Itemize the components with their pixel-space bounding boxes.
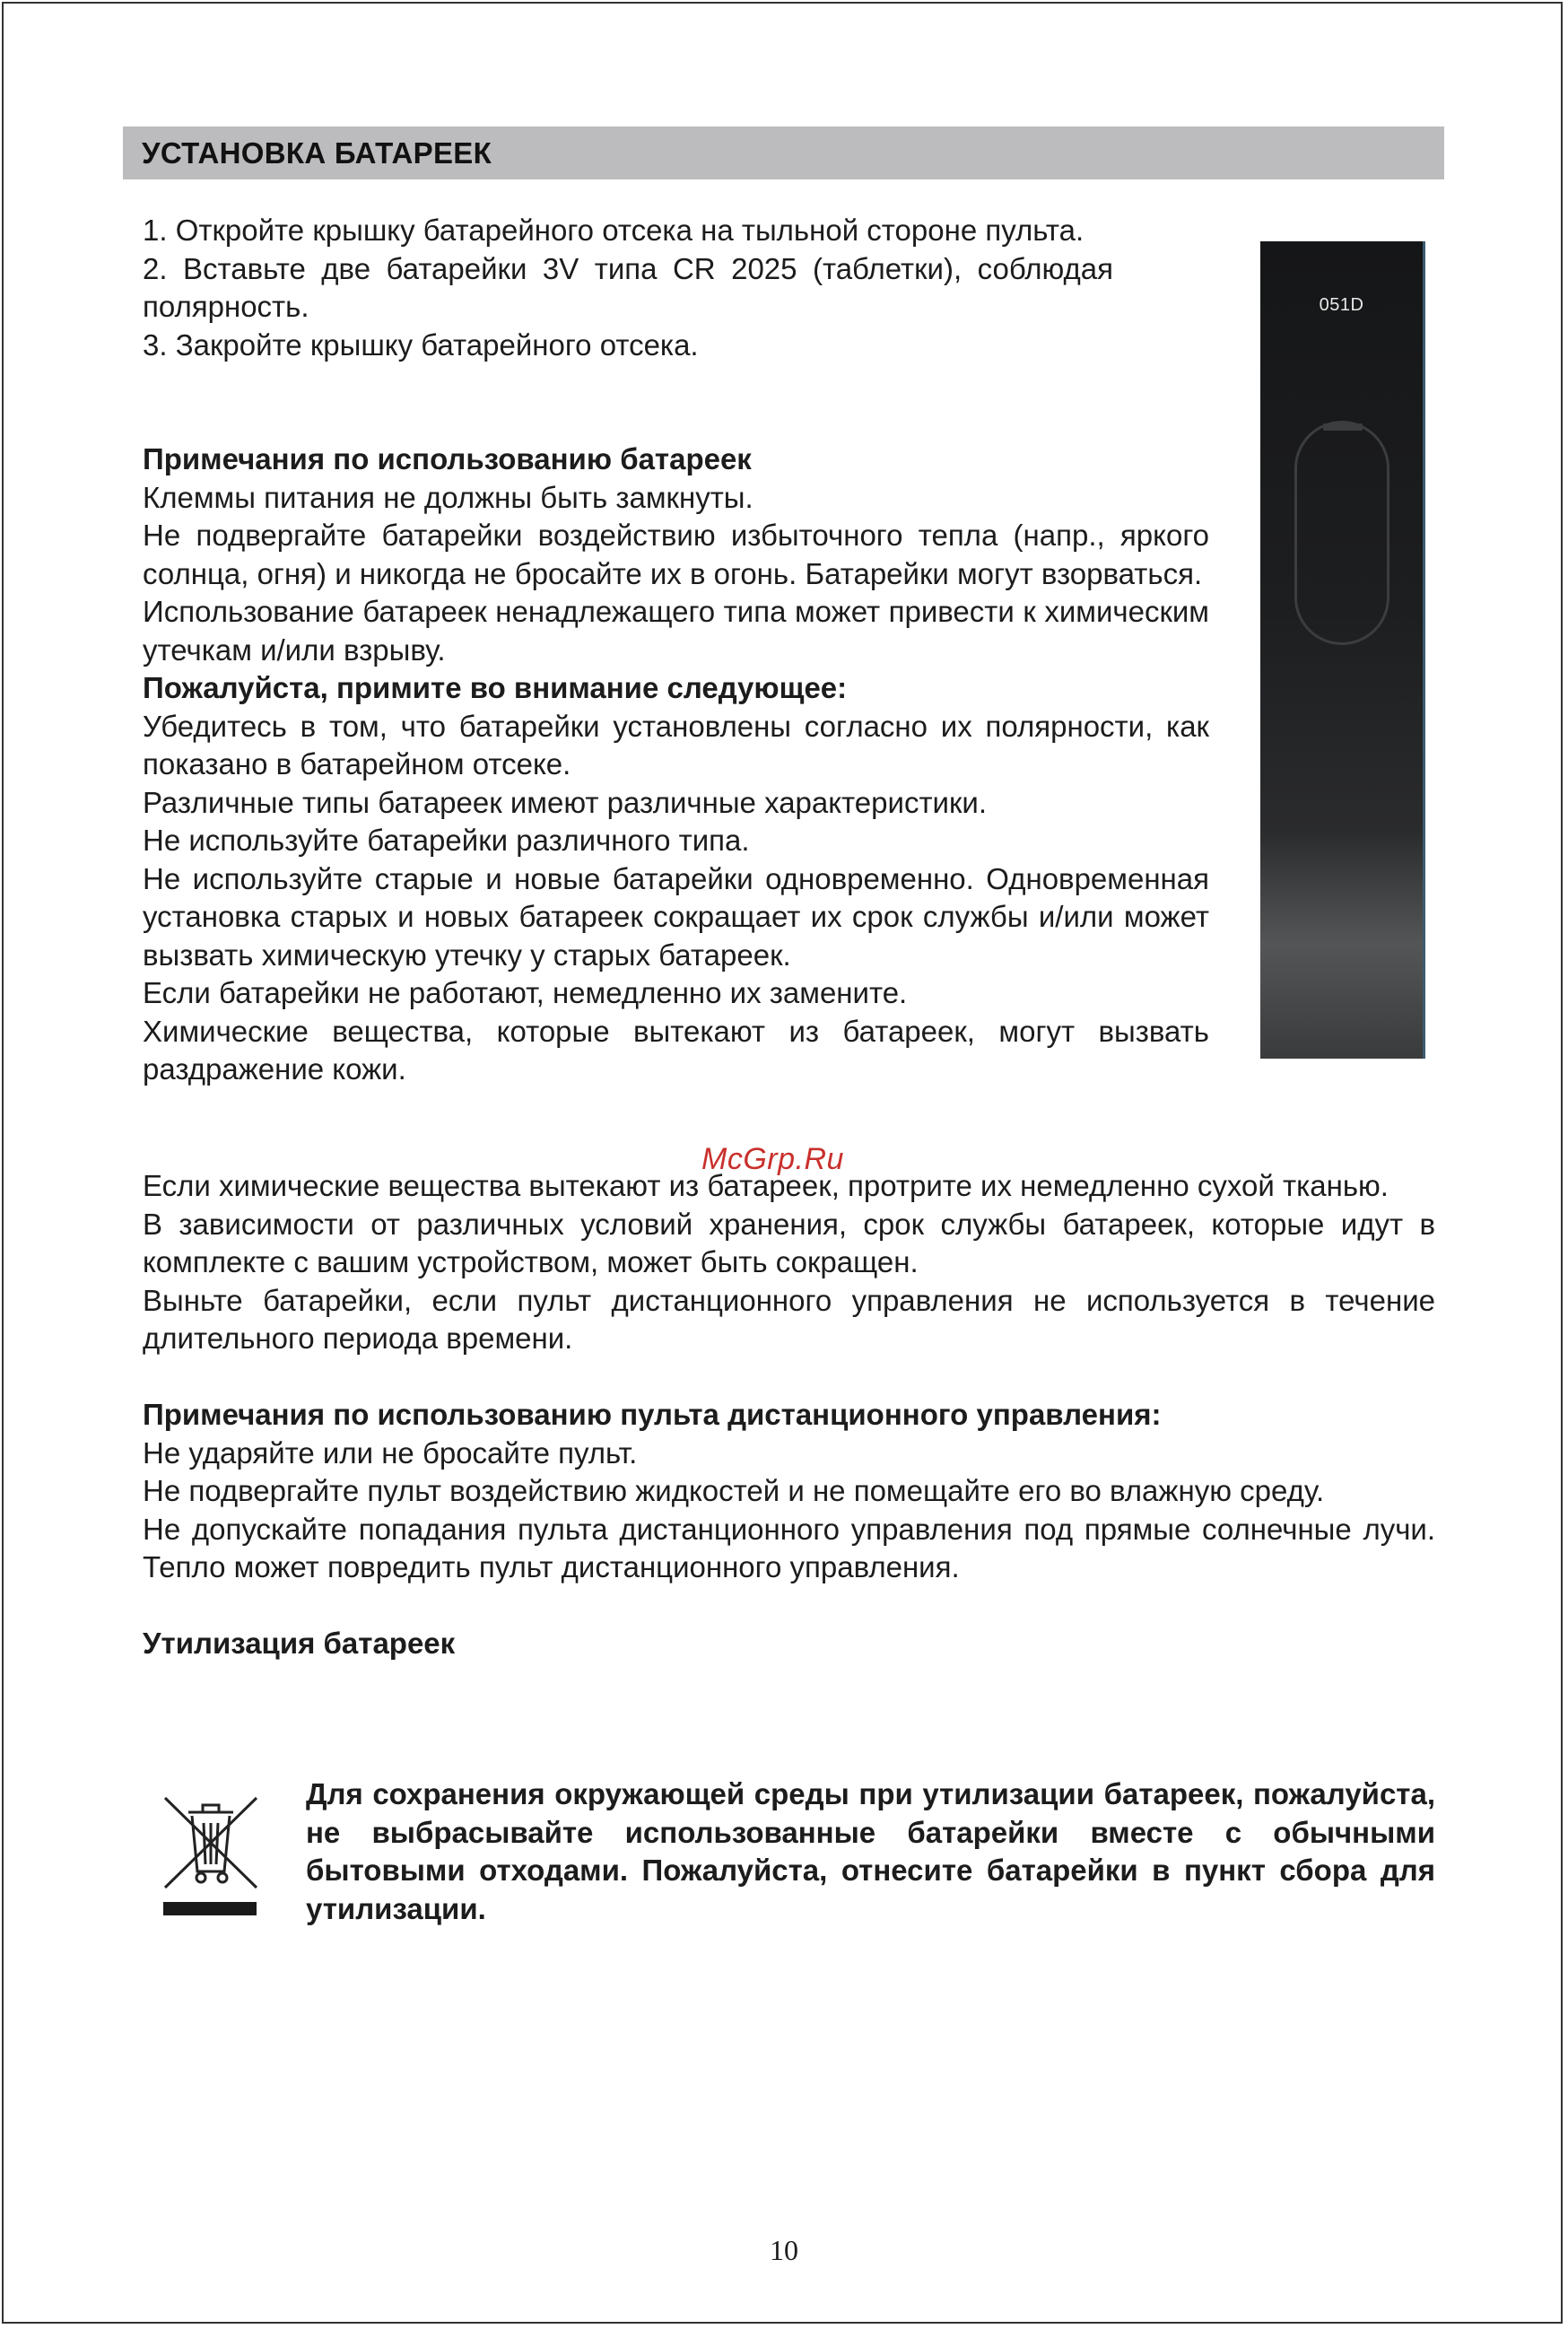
- disposal-text: [306, 1775, 1435, 1928]
- battery-cover-tab: [1323, 423, 1363, 431]
- note-item: Не подвергайте батарейки воздействию избыточного тепла (напр., яркого солнца, огня) и никогда не бросайте их в огонь. Батарейки могут взорваться.: [143, 519, 1209, 590]
- disposal-heading: Утилизация батареек: [143, 1627, 456, 1660]
- step-item: 1. Откройте крышку батарейного отсека на тыльной стороне пульта.: [143, 214, 1085, 247]
- crossed-bin-icon: [161, 1793, 260, 1918]
- note-item: Убедитесь в том, что батарейки установлены согласно их полярности, как показано в батарейном отсеке.: [143, 709, 1209, 781]
- note-item: Не используйте старые и новые батарейки одновременно. Одновременная установка старых и новых батареек сокращает их срок службы и/или может вызвать химическую утечку у старых батареек.: [143, 861, 1209, 972]
- note-item: Не ударяйте или не бросайте пульт.: [143, 1435, 638, 1470]
- remote-model-label: 051D: [1319, 295, 1364, 315]
- note-item: Использование батареек ненадлежащего типа может привести к химическим утечкам и/или взрыву.: [143, 595, 1209, 667]
- step-item: 2. Вставьте две батарейки 3V типа CR 2025 (таблетки), соблюдая полярность.: [143, 251, 1113, 323]
- note-item: Не допускайте попадания пульта дистанционного управления под прямые солнечные лучи. Тепло может повредить пульт дистанционного управления.: [143, 1512, 1435, 1583]
- section-title: УСТАНОВКА БАТАРЕЕК: [142, 136, 492, 170]
- battery-notes-wide: [143, 1167, 1435, 1663]
- note-item: Не используйте батарейки различного типа.: [143, 824, 750, 857]
- note-item: Химические вещества, которые вытекают из батареек, могут вызвать раздражение кожи.: [143, 1014, 1209, 1086]
- note-item: Если батарейки не работают, немедленно их замените.: [143, 976, 908, 1009]
- attention-heading: Пожалуйста, примите во внимание следующее:: [143, 671, 848, 704]
- note-item: Различные типы батареек имеют различные характеристики.: [143, 785, 988, 819]
- battery-notes-heading: Примечания по использованию батареек: [143, 442, 752, 475]
- note-item: Клеммы питания не должны быть замкнуты.: [143, 480, 754, 514]
- note-item: В зависимости от различных условий хранения, срок службы батареек, которые идут в комплекте с вашим устройством, может быть сокращен.: [143, 1207, 1435, 1278]
- battery-notes-section: [143, 441, 1209, 1089]
- installation-steps: [143, 212, 1113, 364]
- watermark: McGrp.Ru: [701, 1142, 844, 1176]
- note-item: Выньте батарейки, если пульт дистанционного управления не используется в течение длительного периода времени.: [143, 1283, 1435, 1355]
- step-item: 3. Закройте крышку батарейного отсека.: [143, 327, 699, 362]
- page-number: 10: [770, 2234, 798, 2266]
- disposal-paragraph: Для сохранения окружающей среды при утилизации батареек, пожалуйста, не выбрасывайте использованные батарейки вместе с обычными бытовыми отходами. Пожалуйста, отнесите батарейки в пункт сбора для утилизации.: [306, 1777, 1435, 1925]
- battery-cover-outline: [1294, 421, 1389, 645]
- remote-control-image: [1260, 241, 1425, 1059]
- note-item: Не подвергайте пульт воздействию жидкостей и не помещайте его во влажную среду.: [143, 1474, 1325, 1507]
- remote-notes-heading: Примечания по использованию пульта дистанционного управления:: [143, 1398, 1162, 1431]
- note-item: Если химические вещества вытекают из батареек, протрите их немедленно сухой тканью.: [143, 1169, 1389, 1202]
